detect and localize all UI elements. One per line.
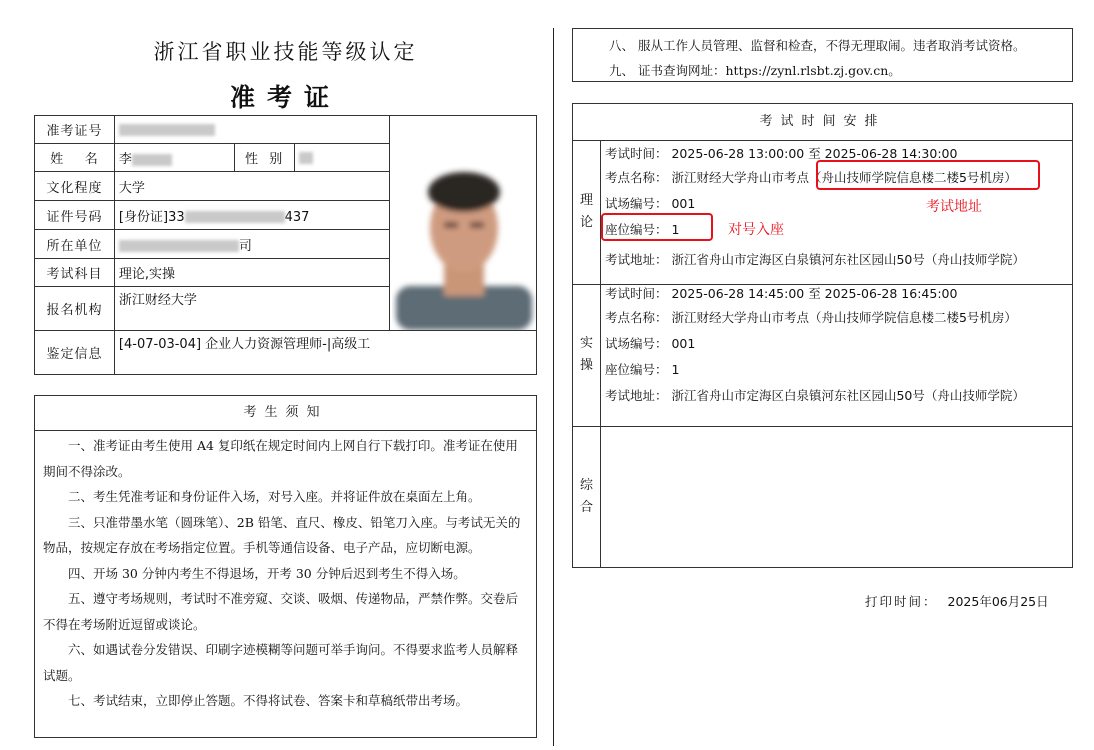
theory-side-label: 理 论	[573, 140, 601, 284]
print-time	[865, 592, 1049, 610]
doc-title: 准考证	[229, 83, 341, 112]
notice-item: 一、准考证由考生使用 A4 复印纸在规定时间内上网自行下载打印。准考证在使用期间不得涂改。	[43, 438, 518, 479]
address-annotation: 考试地址	[926, 199, 982, 215]
notice-item: 三、只准带墨水笔（圆珠笔）、2B 铅笔、直尺、橡皮、铅笔刀入座。与考试无关的物品，按规定存放在考场指定位置。手机等通信设备、电子产品，应切断电源。	[43, 514, 521, 555]
practice-side-label: 实 操	[573, 284, 601, 426]
practice-address: 考试地址： 浙江省舟山市定海区白泉镇河东社区园山50号（舟山技师学院）	[605, 388, 1025, 403]
practice-section	[573, 284, 1072, 427]
agency-label: 报名机构	[35, 287, 115, 331]
education-label: 文化程度	[35, 172, 115, 201]
candidate-photo	[392, 150, 536, 330]
notice-item: 二、考生凭准考证和身份证件入场，对号入座。并将证件放在桌面左上角。	[68, 489, 481, 504]
name-value: 李	[114, 144, 234, 172]
print-time-value: 2025年06月25日	[947, 594, 1049, 609]
org-title: 浙江省职业技能等级认定	[153, 40, 418, 64]
theory-site-name: 考点名称： 浙江财经大学舟山市考点（舟山技师学院信息楼二楼5号机房）	[605, 170, 1017, 185]
appraisal-label: 鉴定信息	[35, 331, 115, 375]
subject-label: 考试科目	[35, 259, 115, 287]
education-value: 大学	[114, 172, 390, 201]
gender-value	[294, 144, 390, 172]
theory-time: 考试时间： 2025-06-28 13:00:00 至 2025-06-28 14:30:00	[605, 146, 958, 161]
theory-room-no: 试场编号： 001	[605, 196, 696, 211]
practice-time: 考试时间： 2025-06-28 14:45:00 至 2025-06-28 16:45:00	[605, 286, 958, 301]
gender-label: 性 别	[234, 144, 294, 172]
name-label: 姓 名	[35, 144, 115, 172]
theory-seat-no: 座位编号： 1	[605, 222, 680, 237]
subject-value: 理论,实操	[114, 259, 390, 287]
unit-label: 所在单位	[35, 230, 115, 259]
seat-annotation: 对号入座	[728, 222, 784, 238]
theory-address: 考试地址： 浙江省舟山市定海区白泉镇河东社区园山50号（舟山技师学院）	[605, 252, 1025, 267]
print-time-label: 打印时间：	[865, 594, 938, 609]
ticket-number-value	[114, 116, 390, 144]
notice-title: 考生须知	[35, 396, 536, 431]
notice-item: 五、遵守考场规则，考试时不准旁窥、交谈、吸烟、传递物品，严禁作弊。交卷后不得在考场附近逗留或谈论。	[43, 591, 519, 632]
notice-item: 六、如遇试卷分发错误、印刷字迹模糊等问题可举手询问。不得要求监考人员解释试题。	[43, 642, 519, 683]
agency-value: 浙江财经大学	[114, 287, 390, 331]
id-number-value: [身份证]33 437	[114, 201, 390, 230]
practice-site-name: 考点名称： 浙江财经大学舟山市考点（舟山技师学院信息楼二楼5号机房）	[605, 310, 1017, 325]
id-number-label: 证件号码	[35, 201, 115, 230]
practice-seat-no: 座位编号： 1	[605, 362, 680, 377]
notice-item-8: 八、 服从工作人员管理、监督和检查，不得无理取闹。违者取消考试资格。	[609, 38, 1026, 53]
unit-value: 司	[114, 230, 390, 259]
practice-room-no: 试场编号： 001	[605, 336, 696, 351]
appraisal-value: [4-07-03-04] 企业人力资源管理师-|高级工	[114, 331, 536, 375]
notice-item: 七、考试结束，立即停止答题。不得将试卷、答案卡和草稿纸带出考场。	[68, 693, 469, 708]
schedule-title: 考试时间安排	[573, 104, 1072, 141]
notice-continued	[572, 28, 1073, 82]
seat-highlight-box	[601, 213, 713, 241]
notice-box	[34, 395, 537, 738]
general-section	[573, 426, 1072, 567]
ticket-number-label: 准考证号	[35, 116, 115, 144]
notice-item-9: 九、 证书查询网址：https://zynl.rlsbt.zj.gov.cn。	[609, 63, 901, 78]
address-highlight-box	[816, 160, 1040, 190]
page-divider	[553, 28, 554, 746]
general-side-label: 综 合	[573, 426, 601, 567]
notice-item: 四、开场 30 分钟内考生不得退场，开考 30 分钟后迟到考生不得入场。	[68, 565, 466, 581]
